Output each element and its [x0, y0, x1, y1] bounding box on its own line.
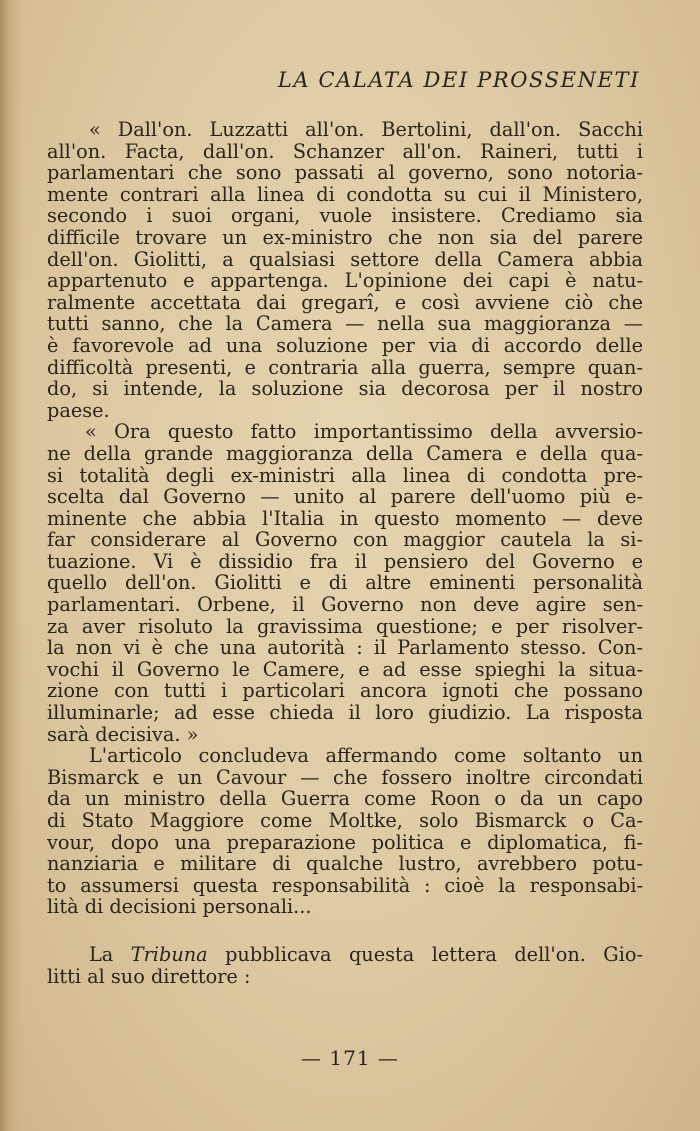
text-line: all'on. Facta, dall'on. Schanzer all'on. Raineri, tutti i — [47, 139, 643, 163]
text-line: Bismarck e un Cavour — che fossero inoltre circondati — [47, 765, 643, 789]
text-line: è favorevole ad una soluzione per via di accordo delle — [47, 333, 643, 357]
quote-paragraph-luzzatti — [47, 119, 643, 421]
text-line: parlamentari. Orbene, il Governo non deve agire sen- — [47, 593, 643, 617]
text-line: dell'on. Giolitti, a qualsiasi settore della Camera abbia — [47, 247, 643, 271]
text-line: minente che abbia l'Italia in questo momento — deve — [47, 506, 643, 530]
text-line — [47, 944, 643, 966]
text-line: lità di decisioni personali... — [47, 895, 312, 919]
text-line: mente contrari alla linea di condotta su cui il Ministero, — [47, 182, 643, 206]
text-line: vour, dopo una preparazione politica e diplomatica, fi- — [47, 830, 643, 854]
text-run: La — [89, 942, 131, 966]
text-line: illuminarle; ad esse chieda il loro giudizio. La risposta — [47, 701, 643, 725]
text-line: appartenuto e appartenga. L'opinione dei capi è natu- — [47, 269, 643, 293]
text-line: vochi il Governo le Camere, e ad esse spieghi la situa- — [47, 657, 643, 681]
text-line: zione con tutti i particolari ancora ignoti che possano — [47, 679, 643, 703]
text-line: L'articolo concludeva affermando come soltanto un — [89, 744, 643, 768]
text-line: nanziaria e militare di qualche lustro, avrebbero potu- — [47, 852, 643, 876]
quote-paragraph-ora — [47, 421, 643, 745]
text-line: litti al suo direttore : — [47, 964, 251, 988]
page-number: — 171 — — [301, 1046, 399, 1070]
text-line: secondo i suoi organi, vuole insistere. Crediamo sia — [47, 204, 643, 228]
text-line: di Stato Maggiore come Moltke, solo Bismarck o Ca- — [47, 809, 643, 832]
newspaper-title: Tribuna — [130, 942, 208, 966]
text-run: pubblicava questa lettera dell'on. Gio- — [207, 942, 643, 966]
text-line: « Ora questo fatto importantissimo della avversio- — [85, 420, 643, 444]
text-line: za aver risoluto la gravissima questione; e per risolver- — [47, 614, 643, 638]
article-paragraph — [47, 745, 643, 918]
text-line: tuazione. Vi è dissidio fra il pensiero del Governo e — [47, 549, 643, 573]
text-line: da un ministro della Guerra come Roon o da un capo — [47, 787, 643, 811]
text-line: do, si intende, la soluzione sia decorosa per il nostro — [47, 377, 643, 401]
closing-paragraph — [47, 944, 643, 987]
text-line: paese. — [47, 398, 110, 422]
text-line: quello dell'on. Giolitti e di altre eminenti personalità — [47, 571, 643, 595]
text-line: to assumersi questa responsabilità : cioè la responsabi- — [47, 873, 643, 897]
running-head: LA CALATA DEI PROSSENETI — [277, 68, 640, 92]
text-line: parlamentari che sono passati al governo, sono notoria- — [47, 161, 643, 185]
text-line: tutti sanno, che la Camera — nella sua maggioranza — — [47, 312, 643, 336]
text-line: ne della grande maggioranza della Camera e della qua- — [47, 441, 643, 465]
text-line: si totalità degli ex-ministri alla linea di condotta pre- — [47, 463, 643, 487]
text-line: far considerare al Governo con maggior cautela la si- — [47, 528, 643, 552]
text-line: ralmente accettata dai gregarî, e così avviene ciò che — [47, 290, 643, 314]
text-line: difficile trovare un ex-ministro che non sia del parere — [47, 225, 643, 249]
body-text — [47, 119, 643, 987]
text-line: difficoltà presenti, e contraria alla guerra, sempre quan- — [47, 355, 643, 379]
page-edge-shadow — [0, 0, 22, 1131]
paragraph-gap — [47, 918, 643, 944]
text-line: « Dall'on. Luzzatti all'on. Bertolini, dall'on. Sacchi — [89, 118, 643, 141]
text-line: sarà decisiva. » — [47, 722, 199, 746]
text-line: la non vi è che una autorità : il Parlamento stesso. Con- — [47, 636, 643, 660]
text-line: scelta dal Governo — unito al parere dell'uomo più e- — [47, 485, 643, 509]
